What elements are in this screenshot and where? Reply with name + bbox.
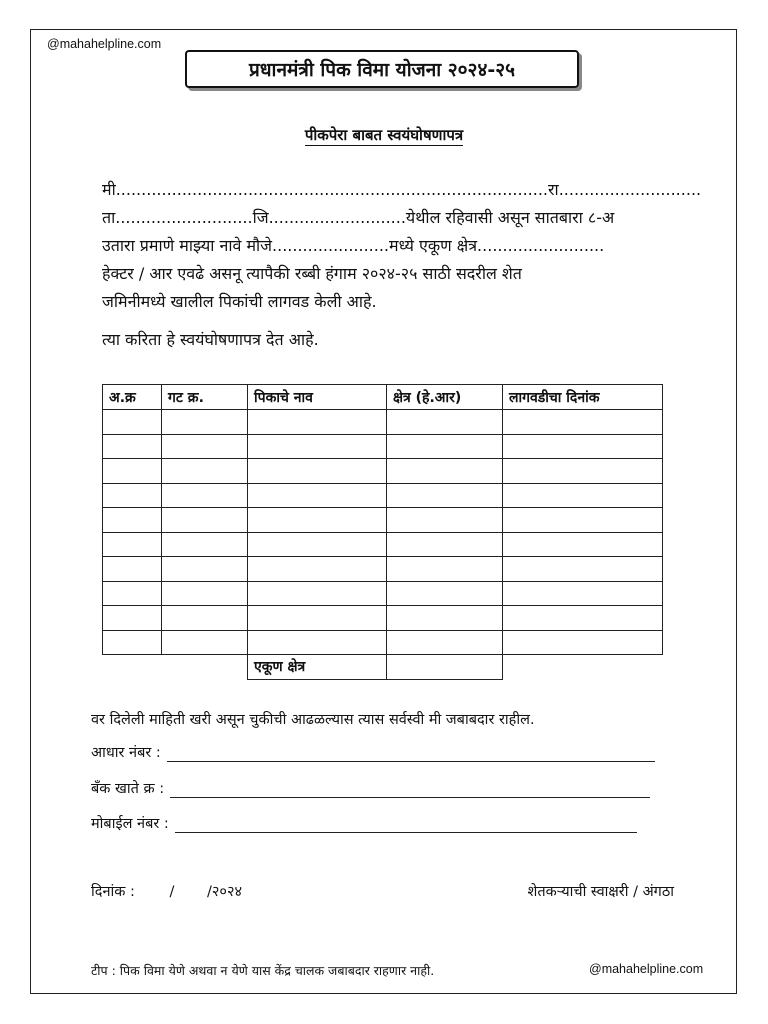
table-header-row (103, 385, 663, 410)
table-cell[interactable] (162, 630, 248, 655)
signature-label: शेतकऱ्याची स्वाक्षरी / अंगठा (527, 884, 674, 900)
table-cell[interactable] (103, 532, 162, 557)
table-row (103, 581, 663, 606)
header-gat-no: गट क्र. (162, 385, 248, 410)
table-row (103, 630, 663, 655)
table-cell[interactable] (503, 581, 663, 606)
table-cell[interactable] (248, 606, 387, 631)
table-cell[interactable] (103, 483, 162, 508)
header-crop-name: पिकाचे नाव (248, 385, 387, 410)
table-cell[interactable] (503, 557, 663, 582)
table-cell[interactable] (387, 508, 503, 533)
header-serial: अ.क्र (103, 385, 162, 410)
table-cell[interactable] (387, 557, 503, 582)
total-blank-1 (103, 655, 162, 680)
table-cell[interactable] (387, 410, 503, 435)
total-blank-3 (503, 655, 663, 680)
table-cell[interactable] (162, 532, 248, 557)
table-row (103, 557, 663, 582)
mobile-input-line[interactable] (175, 818, 637, 833)
aadhaar-label: आधार नंबर : (91, 745, 161, 761)
table-cell[interactable] (248, 508, 387, 533)
table-cell[interactable] (103, 508, 162, 533)
page-title: प्रधानमंत्री पिक विमा योजना २०२४-२५ (185, 50, 579, 88)
table-cell[interactable] (103, 557, 162, 582)
table-cell[interactable] (248, 410, 387, 435)
table-cell[interactable] (503, 532, 663, 557)
watermark-top: @mahahelpline.com (47, 37, 162, 51)
table-row (103, 459, 663, 484)
table-cell[interactable] (162, 459, 248, 484)
header-sowing-date: लागवडीचा दिनांक (503, 385, 663, 410)
table-row (103, 483, 663, 508)
table-cell[interactable] (503, 410, 663, 435)
table-cell[interactable] (503, 508, 663, 533)
bank-input-line[interactable] (170, 783, 650, 798)
table-cell[interactable] (103, 434, 162, 459)
table-cell[interactable] (503, 434, 663, 459)
declaration-text: वर दिलेली माहिती खरी असून चुकीची आढळल्यास त्यास सर्वस्वी मी जबाबदार राहील. (91, 712, 535, 728)
bank-label: बँक खाते क्र : (91, 781, 165, 797)
table-cell[interactable] (103, 606, 162, 631)
date-separator-1: / (169, 884, 175, 900)
table-cell[interactable] (387, 459, 503, 484)
date-label: दिनांक : (91, 884, 135, 900)
paragraph-line-4: हेक्टर / आर एवढे असनू त्यापैकी रब्बी हंगाम २०२४-२५ साठी सदरील शेत (102, 264, 522, 283)
table-cell[interactable] (387, 606, 503, 631)
table-cell[interactable] (387, 532, 503, 557)
mobile-label: मोबाईल नंबर : (91, 816, 169, 832)
table-cell[interactable] (162, 508, 248, 533)
table-cell[interactable] (248, 630, 387, 655)
total-blank-2 (162, 655, 248, 680)
paragraph-line-2: ता...........................जि...........................येथील रहिवासी असून सातबारा ८-अ (102, 208, 615, 227)
table-cell[interactable] (248, 434, 387, 459)
total-area-label: एकूण क्षेत्र (248, 655, 387, 680)
table-cell[interactable] (248, 581, 387, 606)
total-row (103, 655, 663, 680)
table-cell[interactable] (162, 606, 248, 631)
table-row (103, 410, 663, 435)
table-cell[interactable] (103, 630, 162, 655)
table-cell[interactable] (103, 459, 162, 484)
table-cell[interactable] (103, 410, 162, 435)
crop-table-body (103, 410, 663, 655)
total-area-cell[interactable] (387, 655, 503, 680)
crop-table (102, 384, 663, 680)
document-subtitle (0, 125, 768, 145)
paragraph-line-3: उतारा प्रमाणे माझ्या नावे मौजे.......................मध्ये एकूण क्षेत्र......................... (102, 236, 605, 255)
table-row (103, 532, 663, 557)
paragraph-line-1: मी.....................................................................................रा............................ (102, 180, 702, 199)
table-cell[interactable] (387, 630, 503, 655)
table-cell[interactable] (503, 630, 663, 655)
bank-field (91, 778, 650, 798)
statement-line: त्या करिता हे स्वयंघोषणापत्र देत आहे. (102, 330, 319, 349)
table-cell[interactable] (162, 410, 248, 435)
table-cell[interactable] (162, 434, 248, 459)
mobile-field (91, 813, 637, 833)
table-row (103, 606, 663, 631)
table-cell[interactable] (248, 459, 387, 484)
table-cell[interactable] (503, 483, 663, 508)
table-cell[interactable] (503, 459, 663, 484)
watermark-bottom: @mahahelpline.com (589, 962, 704, 976)
date-row (91, 881, 242, 901)
aadhaar-input-line[interactable] (167, 747, 655, 762)
subtitle-text: पीकपेरा बाबत स्वयंघोषणापत्र (304, 126, 464, 144)
table-cell[interactable] (248, 532, 387, 557)
table-row (103, 508, 663, 533)
table-cell[interactable] (503, 606, 663, 631)
table-cell[interactable] (387, 434, 503, 459)
table-cell[interactable] (162, 581, 248, 606)
date-separator-2: /२०२४ (207, 884, 243, 900)
table-cell[interactable] (387, 483, 503, 508)
table-cell[interactable] (162, 483, 248, 508)
footer-note: टीप : पिक विमा येणे अथवा न येणे यास केंद्र चालक जबाबदार राहणार नाही. (91, 963, 435, 978)
table-cell[interactable] (248, 557, 387, 582)
paragraph-line-5: जमिनीमध्ये खालील पिकांची लागवड केली आहे. (102, 292, 377, 311)
table-cell[interactable] (248, 483, 387, 508)
aadhaar-field (91, 742, 655, 762)
table-cell[interactable] (103, 581, 162, 606)
table-cell[interactable] (387, 581, 503, 606)
table-cell[interactable] (162, 557, 248, 582)
table-row (103, 434, 663, 459)
header-area: क्षेत्र (हे.आर) (387, 385, 503, 410)
